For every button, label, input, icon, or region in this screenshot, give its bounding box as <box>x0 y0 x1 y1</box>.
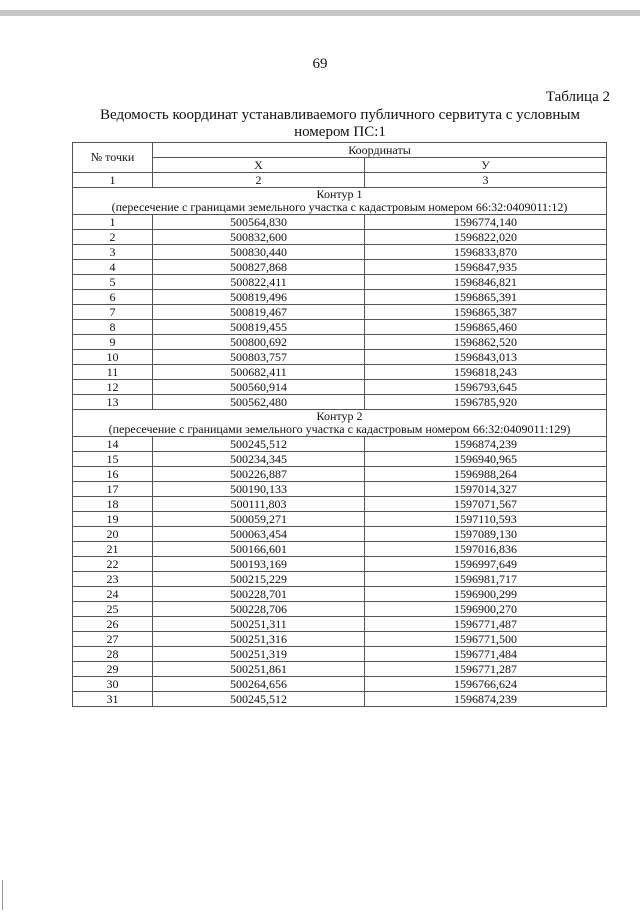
table-row <box>73 350 607 365</box>
table-row <box>73 275 607 290</box>
y-cell: 1596865,391 <box>365 290 607 305</box>
table-row <box>73 557 607 572</box>
point-number-cell: 6 <box>73 290 153 305</box>
table-row <box>73 617 607 632</box>
y-cell: 1596874,239 <box>365 692 607 707</box>
y-cell: 1597016,836 <box>365 542 607 557</box>
table-row <box>73 482 607 497</box>
x-cell: 500251,316 <box>153 632 365 647</box>
x-cell: 500228,701 <box>153 587 365 602</box>
table-row <box>73 395 607 410</box>
table-row <box>73 437 607 452</box>
table-row <box>73 662 607 677</box>
point-number-cell: 12 <box>73 380 153 395</box>
table-row <box>73 230 607 245</box>
x-cell: 500111,803 <box>153 497 365 512</box>
point-number-cell: 4 <box>73 260 153 275</box>
table-row <box>73 335 607 350</box>
contour-subtitle: (пересечение с границами земельного участка с кадастровым номером 66:32:0409011:12) <box>111 200 568 214</box>
contour-header <box>73 410 607 437</box>
y-cell: 1596771,287 <box>365 662 607 677</box>
x-cell: 500245,512 <box>153 437 365 452</box>
table-row <box>73 467 607 482</box>
y-cell: 1596900,270 <box>365 602 607 617</box>
y-cell: 1596862,520 <box>365 335 607 350</box>
y-cell: 1597014,327 <box>365 482 607 497</box>
y-cell: 1596900,299 <box>365 587 607 602</box>
table-row <box>73 365 607 380</box>
point-number-cell: 13 <box>73 395 153 410</box>
page-number: 69 <box>312 56 328 72</box>
y-cell: 1596865,460 <box>365 320 607 335</box>
y-cell: 1597089,130 <box>365 527 607 542</box>
x-cell: 500830,440 <box>153 245 365 260</box>
point-number-cell: 2 <box>73 230 153 245</box>
x-cell: 500819,496 <box>153 290 365 305</box>
header-row-axes <box>73 158 607 173</box>
x-cell: 500251,319 <box>153 647 365 662</box>
contour-header-row <box>73 188 607 215</box>
x-cell: 500562,480 <box>153 395 365 410</box>
point-number-cell: 1 <box>73 215 153 230</box>
table-row <box>73 380 607 395</box>
x-cell: 500564,830 <box>153 215 365 230</box>
point-number-cell: 16 <box>73 467 153 482</box>
scan-top-border <box>0 10 640 16</box>
x-cell: 500193,169 <box>153 557 365 572</box>
point-number-cell: 3 <box>73 245 153 260</box>
y-cell: 1597071,567 <box>365 497 607 512</box>
contour-header <box>73 188 607 215</box>
point-number-cell: 7 <box>73 305 153 320</box>
x-cell: 500234,345 <box>153 452 365 467</box>
table-row <box>73 290 607 305</box>
point-number-cell: 22 <box>73 557 153 572</box>
y-cell: 1596847,935 <box>365 260 607 275</box>
point-number-cell: 15 <box>73 452 153 467</box>
point-number-cell: 18 <box>73 497 153 512</box>
y-cell: 1596785,920 <box>365 395 607 410</box>
x-cell: 500226,887 <box>153 467 365 482</box>
x-cell: 500190,133 <box>153 482 365 497</box>
point-number-cell: 5 <box>73 275 153 290</box>
y-cell: 1596940,965 <box>365 452 607 467</box>
x-cell: 500800,692 <box>153 335 365 350</box>
point-number-cell: 10 <box>73 350 153 365</box>
x-cell: 500228,706 <box>153 602 365 617</box>
y-cell: 1596997,649 <box>365 557 607 572</box>
table-row <box>73 512 607 527</box>
y-cell: 1596846,821 <box>365 275 607 290</box>
x-cell: 500245,512 <box>153 692 365 707</box>
table-row <box>73 647 607 662</box>
column-index: 3 <box>365 173 607 188</box>
y-cell: 1597110,593 <box>365 512 607 527</box>
table-row <box>73 305 607 320</box>
x-cell: 500819,467 <box>153 305 365 320</box>
y-cell: 1596771,500 <box>365 632 607 647</box>
y-cell: 1596865,387 <box>365 305 607 320</box>
column-index: 2 <box>153 173 365 188</box>
x-cell: 500264,656 <box>153 677 365 692</box>
contour-header-row <box>73 410 607 437</box>
x-cell: 500063,454 <box>153 527 365 542</box>
point-number-cell: 24 <box>73 587 153 602</box>
document-title: Ведомость координат устанавливаемого публичного сервитута с условным номером ПС:1 <box>100 107 580 140</box>
y-cell: 1596981,717 <box>365 572 607 587</box>
table-row <box>73 602 607 617</box>
y-cell: 1596766,624 <box>365 677 607 692</box>
point-number-cell: 27 <box>73 632 153 647</box>
table-row <box>73 692 607 707</box>
scan-margin-mark <box>2 880 3 910</box>
point-number-cell: 30 <box>73 677 153 692</box>
point-number-cell: 11 <box>73 365 153 380</box>
contour-subtitle: (пересечение с границами земельного участка с кадастровым номером 66:32:0409011:129) <box>108 422 571 436</box>
x-cell: 500166,601 <box>153 542 365 557</box>
point-number-cell: 25 <box>73 602 153 617</box>
point-number-header: № точки <box>73 143 153 173</box>
y-cell: 1596818,243 <box>365 365 607 380</box>
y-cell: 1596874,239 <box>365 437 607 452</box>
point-number-cell: 31 <box>73 692 153 707</box>
y-cell: 1596793,645 <box>365 380 607 395</box>
x-cell: 500827,868 <box>153 260 365 275</box>
column-index-row <box>73 173 607 188</box>
y-cell: 1596843,013 <box>365 350 607 365</box>
point-number-cell: 14 <box>73 437 153 452</box>
x-cell: 500251,861 <box>153 662 365 677</box>
y-cell: 1596774,140 <box>365 215 607 230</box>
point-number-cell: 28 <box>73 647 153 662</box>
x-cell: 500832,600 <box>153 230 365 245</box>
coordinates-header: Координаты <box>153 143 607 158</box>
x-cell: 500059,271 <box>153 512 365 527</box>
coordinates-table <box>72 142 607 707</box>
y-cell: 1596988,264 <box>365 467 607 482</box>
table-row <box>73 572 607 587</box>
point-number-cell: 17 <box>73 482 153 497</box>
y-cell: 1596833,870 <box>365 245 607 260</box>
table-row <box>73 542 607 557</box>
table-body <box>73 188 607 707</box>
y-cell: 1596771,484 <box>365 647 607 662</box>
table-row <box>73 677 607 692</box>
point-number-cell: 21 <box>73 542 153 557</box>
x-cell: 500560,914 <box>153 380 365 395</box>
contour-title: Контур 1 <box>316 187 363 201</box>
table-row <box>73 497 607 512</box>
table-row <box>73 320 607 335</box>
point-number-cell: 9 <box>73 335 153 350</box>
table-row <box>73 245 607 260</box>
table-row <box>73 215 607 230</box>
table-label: Таблица 2 <box>545 89 610 105</box>
table-row <box>73 452 607 467</box>
point-number-cell: 20 <box>73 527 153 542</box>
y-cell: 1596822,020 <box>365 230 607 245</box>
table-row <box>73 527 607 542</box>
header-row <box>73 143 607 158</box>
table-row <box>73 587 607 602</box>
point-number-cell: 29 <box>73 662 153 677</box>
x-cell: 500215,229 <box>153 572 365 587</box>
point-number-cell: 19 <box>73 512 153 527</box>
column-index: 1 <box>73 173 153 188</box>
x-cell: 500251,311 <box>153 617 365 632</box>
x-cell: 500819,455 <box>153 320 365 335</box>
point-number-cell: 26 <box>73 617 153 632</box>
contour-title: Контур 2 <box>316 409 363 423</box>
x-header: Х <box>153 158 365 173</box>
x-cell: 500822,411 <box>153 275 365 290</box>
x-cell: 500682,411 <box>153 365 365 380</box>
table-row <box>73 632 607 647</box>
point-number-cell: 8 <box>73 320 153 335</box>
y-cell: 1596771,487 <box>365 617 607 632</box>
table-row <box>73 260 607 275</box>
point-number-cell: 23 <box>73 572 153 587</box>
y-header: У <box>365 158 607 173</box>
x-cell: 500803,757 <box>153 350 365 365</box>
